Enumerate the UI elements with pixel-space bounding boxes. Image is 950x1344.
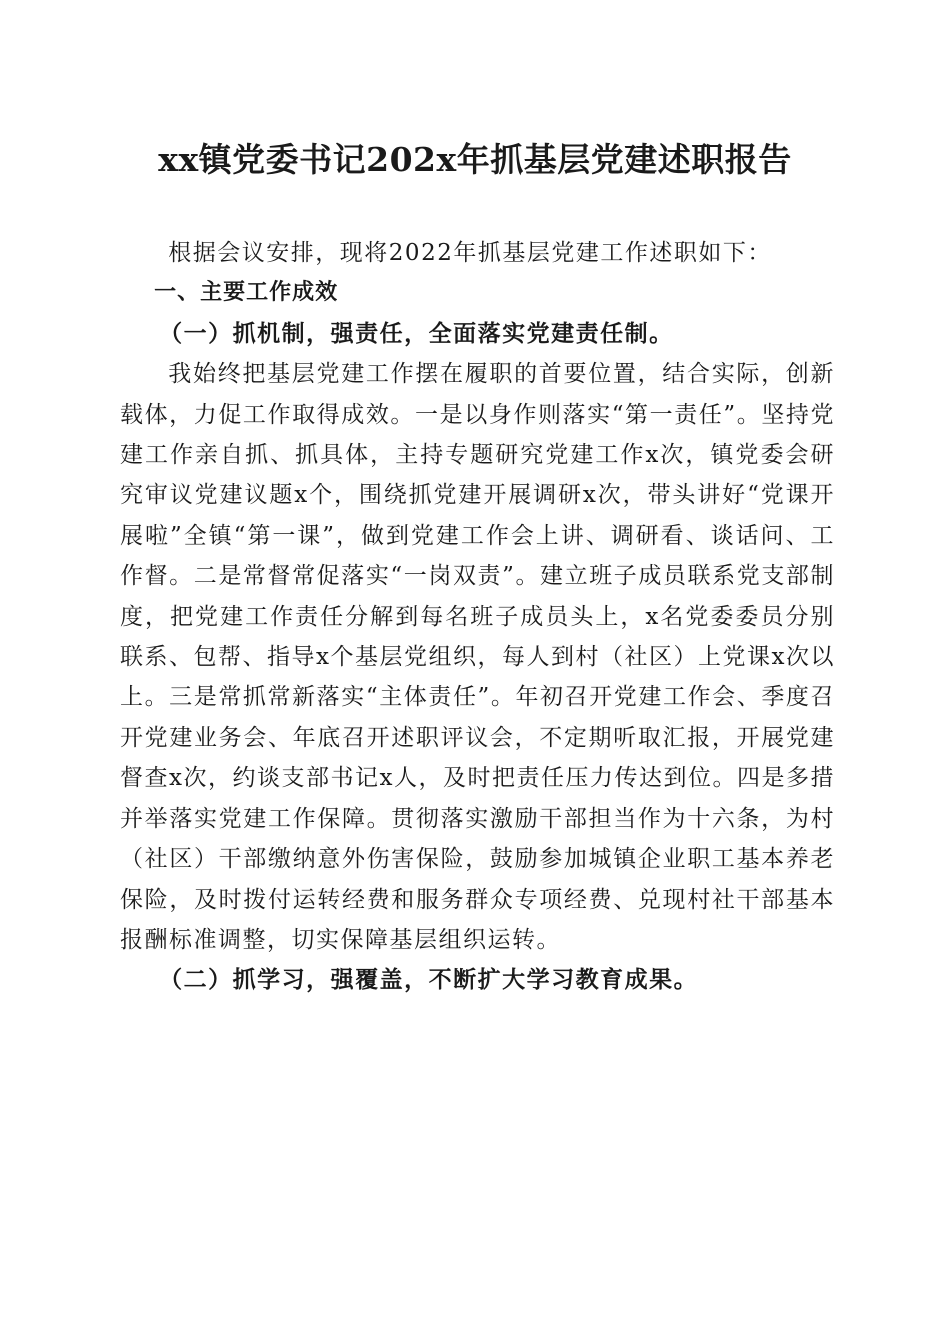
subsection-heading-learning: （二）抓学习，强覆盖，不断扩大学习教育成果。 <box>159 966 699 994</box>
document-body <box>120 233 835 1001</box>
section-heading-main-results: 一、主要工作成效 <box>154 280 339 306</box>
body-paragraph-mechanism: 我始终把基层党建工作摆在履职的首要位置，结合实际，创新载体，力促工作取得成效。一是以身作则落实“第一责任”。坚持党建工作亲自抓、抓具体，主持专题研究党建工作x次，镇党委会研究审议党建议题x个，围绕抓党建开展调研x次，带头讲好“党课开展啦”全镇“第一课”，做到党建工作会上讲、调研看、谈话问、工作督。二是常督常促落实“一岗双责”。建立班子成员联系党支部制度，把党建工作责任分解到每名班子成员头上，x名党委委员分别联系、包帮、指导x个基层党组织，每人到村（社区）上党课x次以上。三是常抓常新落实“主体责任”。年初召开党建工作会、季度召开党建业务会、年底召开述职评议会，不定期听取汇报，开展党建督查x次，约谈支部书记x人，及时把责任压力传达到位。四是多措并举落实党建工作保障。贯彻落实激励干部担当作为十六条，为村（社区）干部缴纳意外伤害保险，鼓励参加城镇企业职工基本养老保险，及时拨付运转经费和服务群众专项经费、兑现村社干部基本报酬标准调整，切实保障基层组织运转。 <box>120 361 835 953</box>
subsection-heading-mechanism: （一）抓机制，强责任，全面落实党建责任制。 <box>159 319 674 347</box>
intro-paragraph: 根据会议安排，现将2022年抓基层党建工作述职如下： <box>168 240 772 266</box>
document-title: xx镇党委书记202x年抓基层党建述职报告 <box>158 140 792 179</box>
